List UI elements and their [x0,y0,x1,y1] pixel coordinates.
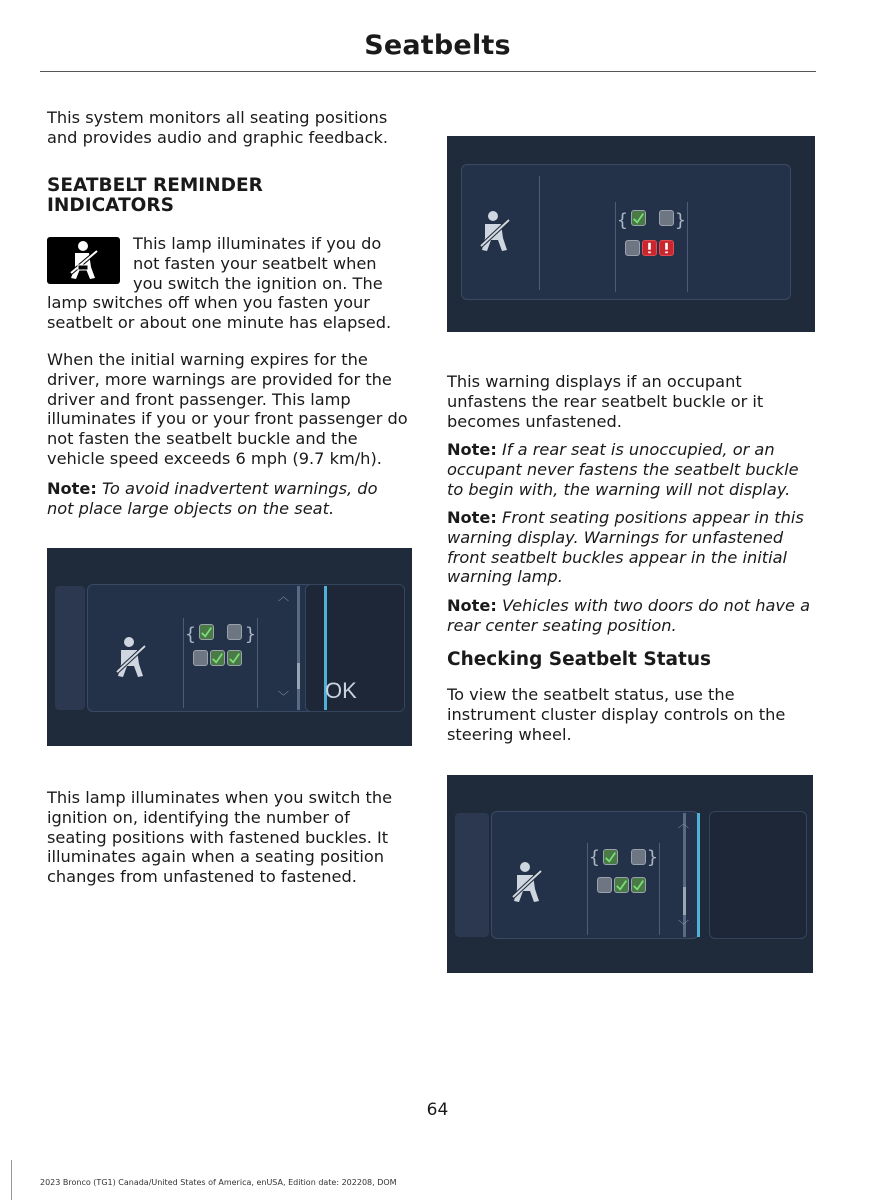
lamp-line: not fasten your seatbelt when [133,253,377,273]
crop-mark [0,1160,12,1200]
lamp-line: lamp switches off when you fasten your [47,293,370,313]
title-divider [40,71,816,72]
note-text: Front seating positions appear in this warning display. Warnings for unfastened front seatbelt buckles appear in the initial warning lamp. [447,508,804,587]
seatbelt-reminder-heading: SEATBELT REMINDER INDICATORS [47,175,263,216]
seat-empty-icon [597,877,612,893]
seat-fastened-icon [199,624,214,640]
seat-fastened-icon [614,877,629,893]
seatbelt-status-figure: ︿ ﹀ { } [447,775,813,973]
seat-fastened-icon [227,650,242,666]
fastened-seatbelt-display-figure: ︿ ﹀ { } OK [47,548,412,746]
seat-empty-icon [193,650,208,666]
seat-unfastened-warning-icon [642,240,657,256]
note-label: Note: [47,479,97,498]
note-text: If a rear seat is unoccupied, or an occupant never fastens the seatbelt buckle to begin with, the warning will not display. [447,440,799,499]
status-paragraph: To view the seatbelt status, use the instrument cluster display controls on the steering wheel. [447,685,786,744]
fastened-paragraph: This lamp illuminates when you switch the ignition on, identifying the number of seating positions with fastened buckles. It illuminates again when a seating position changes from unfastened to fastened. [47,788,393,887]
footer-edition: 2023 Bronco (TG1) Canada/United States of America, enUSA, Edition date: 202208, DOM [40,1178,397,1187]
scrollbar [697,813,700,937]
seat-fastened-icon [631,877,646,893]
chevron-down-icon: ﹀ [678,919,689,932]
rear-unfastened-warning-figure: { } [447,136,815,332]
note-label: Note: [447,596,497,615]
side-panel [709,811,807,939]
page-title: Seatbelts [364,30,511,61]
note-two-doors [447,596,815,636]
seat-empty-icon [227,624,242,640]
note-label: Note: [447,508,497,527]
scrollbar [297,586,300,710]
seatbelt-icon [111,634,151,680]
seatbelt-icon [507,859,547,905]
ok-label: OK [325,678,357,703]
checking-status-heading: Checking Seatbelt Status [447,649,712,670]
note-front-positions [447,508,815,587]
note-text: Vehicles with two doors do not have a rear center seating position. [447,596,810,635]
note-text: To avoid inadvertent warnings, do not place large objects on the seat. [47,479,378,518]
seat-empty-icon [631,849,646,865]
seat-fastened-icon [210,650,225,666]
intro-paragraph: This system monitors all seating positions and provides audio and graphic feedback. [47,108,389,147]
seat-empty-icon [659,210,674,226]
page-number: 64 [426,1100,449,1120]
chevron-up-icon: ︿ [678,817,689,830]
seat-fastened-icon [603,849,618,865]
lamp-line: seatbelt or about one minute has elapsed. [47,313,392,333]
seat-empty-icon [625,240,640,256]
lamp-paragraph [47,234,417,333]
rear-warning-paragraph: This warning displays if an occupant unfastens the rear seatbelt buckle or it becomes unfastened. [447,372,764,431]
warning-paragraph: When the initial warning expires for the driver, more warnings are provided for the driver and front passenger. This lamp illuminates if you or your front passenger do not fasten the seatbelt buckle and the vehicle speed exceeds 6 mph (9.7 km/h). [47,350,408,468]
note-rear-unoccupied [447,440,815,499]
note-label: Note: [447,440,497,459]
seatbelt-icon [475,208,515,254]
seat-unfastened-warning-icon [659,240,674,256]
seat-fastened-icon [631,210,646,226]
note-avoid-warnings [47,479,397,519]
lamp-line: you switch the ignition on. The [133,273,383,293]
chevron-up-icon: ︿ [278,590,289,603]
chevron-down-icon: ﹀ [278,690,289,703]
lamp-line: This lamp illuminates if you do [133,234,382,253]
